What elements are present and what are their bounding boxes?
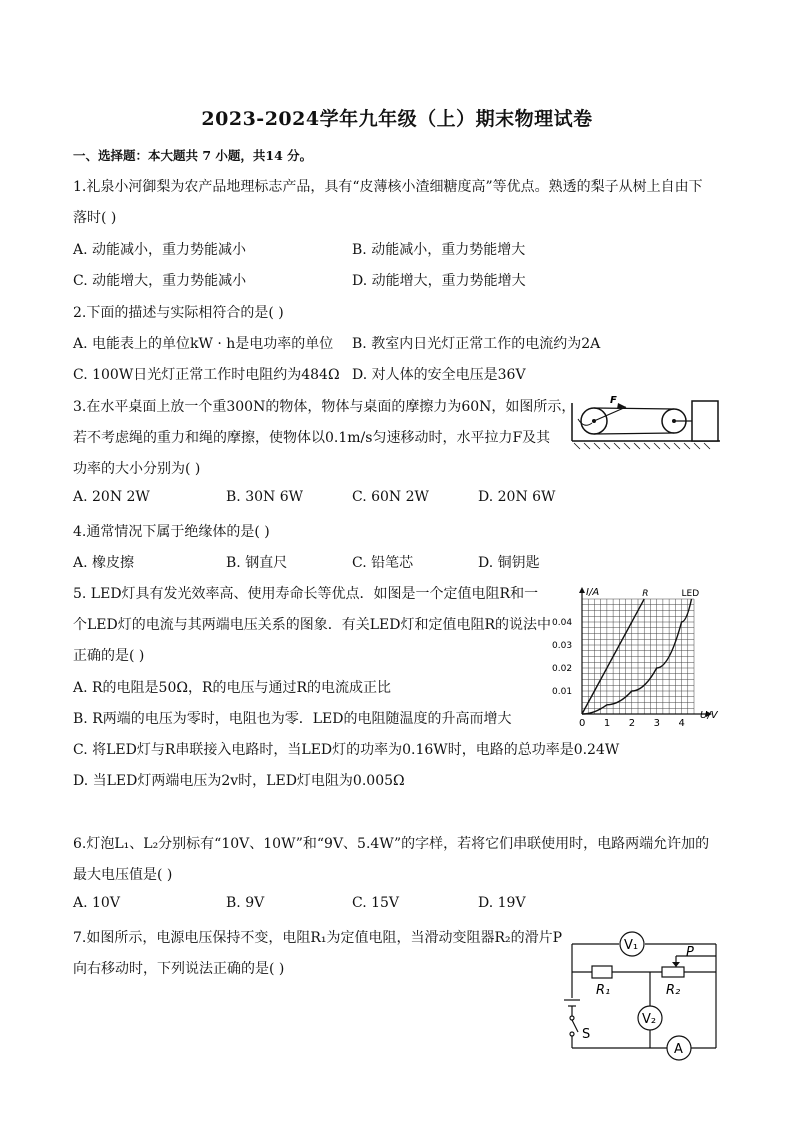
q1-option-b: B. 动能减小，重力势能增大 <box>352 242 526 258</box>
q4-option-b: B. 钢直尺 <box>226 555 288 571</box>
y-tick-label: 0.01 <box>552 687 573 697</box>
switch-label: S <box>582 1027 591 1042</box>
q3-stem-line3: 功率的大小分别为( ) <box>73 461 201 477</box>
q6-stem-line1: 6.灯泡L₁、L₂分别标有“10V、10W”和“9V、5.4W”的字样，若将它们串联使用时，电路两端允许加的 <box>73 836 710 852</box>
q3-stem-line2: 若不考虑绳的重力和绳的摩擦，使物体以0.1m/s匀速移动时，水平拉力F及其 <box>73 430 551 446</box>
series-label-r: R <box>642 589 649 599</box>
q5-option-d: D. 当LED灯两端电压为2v时，LED灯电阻为0.005Ω <box>73 773 405 789</box>
q2-option-d: D. 对人体的安全电压是36V <box>352 367 526 383</box>
y-axis-arrow-icon <box>579 587 585 593</box>
q7-stem-line1: 7.如图所示，电源电压保持不变，电阻R₁为定值电阻，当滑动变阻器R₂的滑片P <box>73 930 563 946</box>
q6-option-d: D. 19V <box>478 895 526 911</box>
series-label-led: LED <box>681 589 700 599</box>
x-tick-label: 0 <box>579 718 586 726</box>
q7-stem-line2: 向右移动时，下列说法正确的是( ) <box>73 961 285 977</box>
q6-option-b: B. 9V <box>226 895 265 911</box>
q6-stem-line2: 最大电压值是( ) <box>73 867 173 883</box>
y-axis-label: I/A <box>586 587 600 598</box>
q1-stem-line1: 1.礼泉小河御梨为农产品地理标志产品，具有“皮薄核小渣细糖度高”等优点。熟透的梨子从树上自由下 <box>73 179 703 195</box>
q1-option-a: A. 动能减小，重力势能减小 <box>73 242 247 258</box>
q5-stem-line3: 正确的是( ) <box>73 648 145 664</box>
block-shape <box>692 401 718 441</box>
q5-option-b: B. R两端的电压为零时，电阻也为零．LED的电阻随温度的升高而增大 <box>73 711 512 727</box>
y-tick-label: 0.03 <box>552 641 573 651</box>
q3-option-c: C. 60N 2W <box>352 489 429 505</box>
v1-label: V₁ <box>624 938 639 953</box>
q5-stem-line2: 个LED灯的电流与其两端电压关系的图象．有关LED灯和定值电阻R的说法中 <box>73 617 552 633</box>
q1-stem-line2: 落时( ) <box>73 210 117 226</box>
q3-option-b: B. 30N 6W <box>226 489 303 505</box>
q4-option-a: A. 橡皮擦 <box>73 555 135 571</box>
x-axis-label: U/V <box>700 710 718 721</box>
ammeter-label: A <box>674 1042 683 1057</box>
q5-option-c: C. 将LED灯与R串联接入电路时，当LED灯的功率为0.16W时，电路的总功率是0.24W <box>73 742 620 758</box>
q3-option-a: A. 20N 2W <box>73 489 150 505</box>
circuit-diagram <box>562 928 732 1063</box>
x-tick-label: 4 <box>678 718 685 726</box>
page-title: 2023-2024学年九年级（上）期末物理试卷 <box>201 108 593 130</box>
slider-p-label: P <box>686 945 694 960</box>
q6-option-c: C. 15V <box>352 895 400 911</box>
q4-option-d: D. 铜钥匙 <box>478 555 540 571</box>
r1-label: R₁ <box>596 983 611 998</box>
iv-chart <box>548 586 728 726</box>
q1-option-d: D. 动能增大，重力势能增大 <box>352 273 526 289</box>
x-tick-label: 1 <box>603 718 611 726</box>
q1-option-c: C. 动能增大，重力势能减小 <box>73 273 247 289</box>
x-tick-label: 3 <box>653 718 661 726</box>
y-tick-label: 0.02 <box>552 664 573 674</box>
q6-option-a: A. 10V <box>73 895 120 911</box>
q5-option-a: A. R的电阻是50Ω，R的电压与通过R的电流成正比 <box>73 680 392 696</box>
q4-option-c: C. 铅笔芯 <box>352 555 414 571</box>
q2-stem: 2.下面的描述与实际相符合的是( ) <box>73 305 284 321</box>
q3-stem-line1: 3.在水平桌面上放一个重300N的物体，物体与桌面的摩擦力为60N，如图所示， <box>73 399 576 415</box>
y-tick-label: 0.04 <box>552 618 573 628</box>
q5-stem-line1: 5. LED灯具有发光效率高、使用寿命长等优点．如图是一个定值电阻R和一 <box>73 586 539 602</box>
q3-option-d: D. 20N 6W <box>478 489 556 505</box>
pulley-figure <box>570 393 722 451</box>
q2-option-c: C. 100W日光灯正常工作时电阻约为484Ω <box>73 367 340 383</box>
x-tick-label: 2 <box>628 718 636 726</box>
q2-option-a: A. 电能表上的单位kW · h是电功率的单位 <box>73 336 334 352</box>
force-label: F <box>610 395 617 406</box>
section-heading: 一、选择题：本大题共 7 小题，共14 分。 <box>73 148 313 163</box>
v2-label: V₂ <box>642 1012 657 1027</box>
q2-option-b: B. 教室内日光灯正常工作的电流约为2A <box>352 336 601 352</box>
q4-stem: 4.通常情况下属于绝缘体的是( ) <box>73 524 270 540</box>
r2-label: R₂ <box>666 983 681 998</box>
